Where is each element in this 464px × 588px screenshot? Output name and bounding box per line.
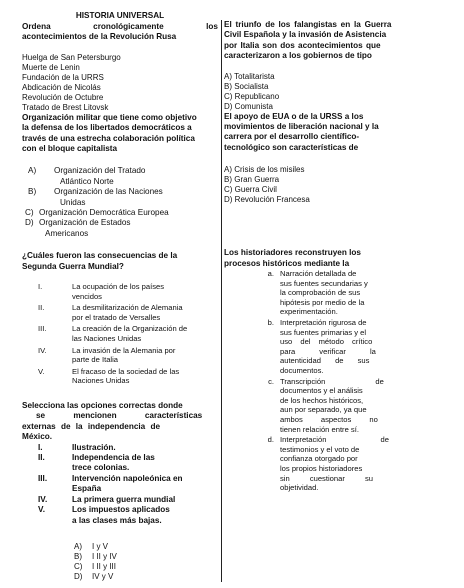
list-item: Abdicación de Nicolás [22, 82, 101, 92]
item-number: IV. [38, 345, 47, 355]
option-text: Organización de Estados [39, 218, 131, 228]
item-text: La invasión de la Alemania por [72, 345, 176, 355]
option-text: IV y V [92, 571, 114, 581]
item-text: La primera guerra mundial [72, 494, 176, 504]
prompt-line: Civil Española y la invasión de Asistencia [224, 30, 387, 40]
option-line: la comprobación de sus [280, 288, 361, 298]
prompt-line: caracterizaron a los gobiernos de tipo [224, 51, 372, 61]
prompt-line: Organización militar que tiene como objetivo [22, 112, 197, 122]
option-line: autenticidad de sus [280, 356, 370, 366]
option-letter: D) [74, 571, 83, 581]
option-text: Unidas [60, 197, 86, 207]
option-d[interactable] [74, 572, 218, 582]
page-title: HISTORIA UNIVERSAL [75, 11, 165, 20]
q6-prompt [224, 112, 442, 154]
option-line: sus fuentes primarias y el [280, 327, 367, 337]
option-d[interactable]: D) Comunista [224, 101, 273, 111]
item-number: III. [38, 473, 48, 483]
item-text: España [72, 484, 102, 494]
item-text: Los impuestos aplicados [72, 505, 170, 515]
prompt-line: ¿Cuáles fueron las consecuencias de la [22, 251, 178, 261]
option-text [280, 435, 398, 493]
q3-items [22, 282, 218, 386]
q4-prompt [22, 401, 218, 443]
option-line: Interpretación de [280, 435, 389, 445]
option-line: para verificar la [280, 346, 376, 356]
q2-prompt [22, 113, 218, 155]
option-line: testimonios y el voto de [280, 444, 360, 454]
option-d[interactable]: D) Revolución Francesa [224, 195, 310, 205]
q1-prompt-line1 [22, 22, 218, 32]
option-line: los propios historiadores [280, 463, 363, 473]
item-text: El fracaso de la sociedad de las [72, 366, 180, 376]
option-text [280, 377, 398, 435]
list-item [22, 367, 218, 386]
option-text: I II y IV [92, 551, 117, 561]
item-number: II. [38, 453, 45, 463]
option-text: Organización Democrática Europea [39, 208, 169, 218]
option-letter: D) [25, 218, 34, 228]
option-c[interactable]: C) Guerra Civil [224, 185, 277, 195]
item-text: vencidos [72, 291, 102, 301]
option-text: I II y III [92, 561, 117, 571]
item-number: III. [38, 324, 47, 334]
option-b[interactable] [224, 318, 442, 376]
option-a[interactable]: A) Crisis de los misiles [224, 165, 305, 175]
prompt-line: El apoyo de EUA o de la URSS a los [224, 111, 364, 121]
option-text: I y V [92, 541, 109, 551]
option-a[interactable] [224, 269, 442, 317]
option-line: objetividad. [280, 483, 319, 493]
option-line: sin cuestionar su [280, 473, 373, 483]
prompt-line: tecnológico son características de [224, 142, 359, 152]
list-item [22, 346, 218, 365]
option-text [280, 269, 398, 317]
item-text: las Naciones Unidas [72, 334, 142, 344]
item-number: II. [38, 303, 45, 313]
option-c[interactable] [74, 562, 218, 572]
list-item [22, 505, 218, 526]
prompt-line: El triunfo de los falangistas en la Guerra [224, 20, 392, 29]
option-d[interactable] [224, 435, 442, 493]
prompt-line: carrera por el desarrollo científico- [224, 132, 360, 142]
option-b[interactable] [22, 187, 218, 208]
item-text: La ocupación de los países [72, 282, 165, 292]
q1-items [22, 53, 218, 113]
option-line: Narración detallada de [280, 269, 357, 279]
option-line: hipótesis por medio de la [280, 297, 365, 307]
list-item [22, 474, 218, 495]
q1-prompt-line2: acontecimientos de la Revolución Rusa [22, 32, 177, 42]
item-text: Intervención napoleónica en [72, 473, 183, 483]
option-a[interactable] [74, 542, 218, 552]
list-item: Muerte de Lenin [22, 62, 80, 72]
list-item: Fundación de la URRS [22, 72, 104, 82]
option-c[interactable] [224, 377, 442, 435]
prompt-line: procesos históricos mediante la [224, 258, 350, 268]
option-a[interactable]: A) Totalitarista [224, 71, 275, 81]
option-line: documentos y el análisis [280, 386, 363, 396]
item-number: V. [38, 366, 45, 376]
option-letter: C) [74, 561, 83, 571]
option-letter: A) [74, 541, 82, 551]
option-text: Americanos [45, 228, 89, 238]
item-text: La creación de la Organización de [72, 324, 188, 334]
right-column [224, 20, 442, 493]
option-line: de los hechos históricos, [280, 395, 364, 405]
option-line: sus fuentes secundarias y [280, 278, 368, 288]
item-number: IV. [38, 494, 48, 504]
item-text: Independencia de las [72, 453, 155, 463]
prompt-line: externas de la independencia de [22, 421, 161, 431]
option-a[interactable] [22, 166, 218, 187]
option-line: documentos. [280, 366, 324, 375]
option-line: experimentación. [280, 307, 338, 317]
list-item [22, 324, 218, 343]
item-text: Naciones Unidas [72, 376, 130, 386]
item-text: trece colonias. [72, 463, 130, 473]
item-number: V. [38, 505, 45, 515]
option-line: aun por separado, ya que [280, 405, 367, 415]
item-text: a las clases más bajas. [72, 515, 162, 525]
option-letter: a. [267, 269, 274, 279]
list-item [22, 303, 218, 322]
q1-prompt-word: cronológicamente [93, 22, 164, 31]
option-letter: B) [74, 551, 82, 561]
prompt-line: México. [22, 432, 53, 442]
option-line: ambos aspectos no [280, 414, 378, 424]
list-item: Huelga de San Petersburgo [22, 52, 121, 62]
prompt-line: Segunda Guerra Mundial? [22, 261, 124, 271]
prompt-line: movimientos de liberación nacional y la [224, 122, 379, 132]
option-d[interactable] [22, 218, 218, 239]
prompt-text: se mencionen características [36, 411, 203, 421]
option-b[interactable] [74, 552, 218, 562]
prompt-line: con el bloque capitalista [22, 144, 118, 154]
q6-options [224, 165, 442, 205]
item-text: parte de Italia [72, 355, 119, 365]
prompt-line [22, 411, 218, 421]
option-text [280, 318, 398, 376]
option-letter: C) [25, 208, 34, 218]
prompt-line: la defensa de los libertados democráticos a [22, 123, 192, 133]
option-line: Interpretación rigurosa de [280, 318, 367, 328]
option-line: uso del método crítico [280, 337, 373, 347]
q4-items [22, 443, 218, 526]
q2-options [22, 166, 218, 239]
option-text: Organización del Tratado [54, 166, 146, 176]
item-text: Ilustración. [72, 442, 116, 452]
prompt-line: Los historiadores reconstruyen los [224, 248, 361, 258]
list-item: Tratado de Brest Litovsk [22, 102, 109, 112]
prompt-line: Selecciona las opciones correctas donde [22, 401, 183, 411]
option-b[interactable]: B) Socialista [224, 81, 269, 91]
q7-options [224, 269, 442, 493]
option-line: Transcripción de [280, 376, 384, 386]
list-item [22, 453, 218, 474]
option-text: Atlántico Norte [60, 176, 114, 186]
list-item [22, 495, 218, 505]
option-letter: b. [267, 318, 274, 328]
prompt-line: través de una estrecha colaboración política [22, 133, 195, 143]
option-line: confianza otorgado por [280, 454, 358, 464]
prompt-line: por Italia son dos acontecimientos que [224, 40, 381, 50]
q1-prompt-word: Ordena [22, 22, 51, 31]
option-letter: c. [268, 376, 274, 386]
q1-prompt-word: los [206, 22, 218, 31]
q3-prompt [22, 251, 218, 272]
option-text: Organización de las Naciones [54, 187, 163, 197]
list-item [22, 443, 218, 453]
item-text: La desmilitarización de Alemania [72, 303, 183, 313]
option-letter: A) [28, 166, 37, 176]
column-divider [221, 20, 222, 582]
option-line: tienen relación entre sí. [280, 424, 359, 434]
option-letter: B) [28, 187, 37, 197]
left-column [22, 11, 218, 582]
q5-options [224, 72, 442, 112]
list-item: Revolución de Octubre [22, 92, 104, 102]
q7-prompt [224, 248, 442, 269]
q5-prompt [224, 20, 442, 62]
option-b[interactable]: B) Gran Guerra [224, 175, 280, 185]
q4-options [22, 542, 218, 582]
item-number: I. [38, 282, 43, 292]
list-item [22, 282, 218, 301]
option-letter: d. [267, 435, 274, 445]
option-c[interactable] [22, 208, 218, 218]
option-c[interactable]: C) Republicano [224, 91, 280, 101]
item-number: I. [38, 442, 43, 452]
item-text: por el tratado de Versalles [72, 312, 161, 322]
